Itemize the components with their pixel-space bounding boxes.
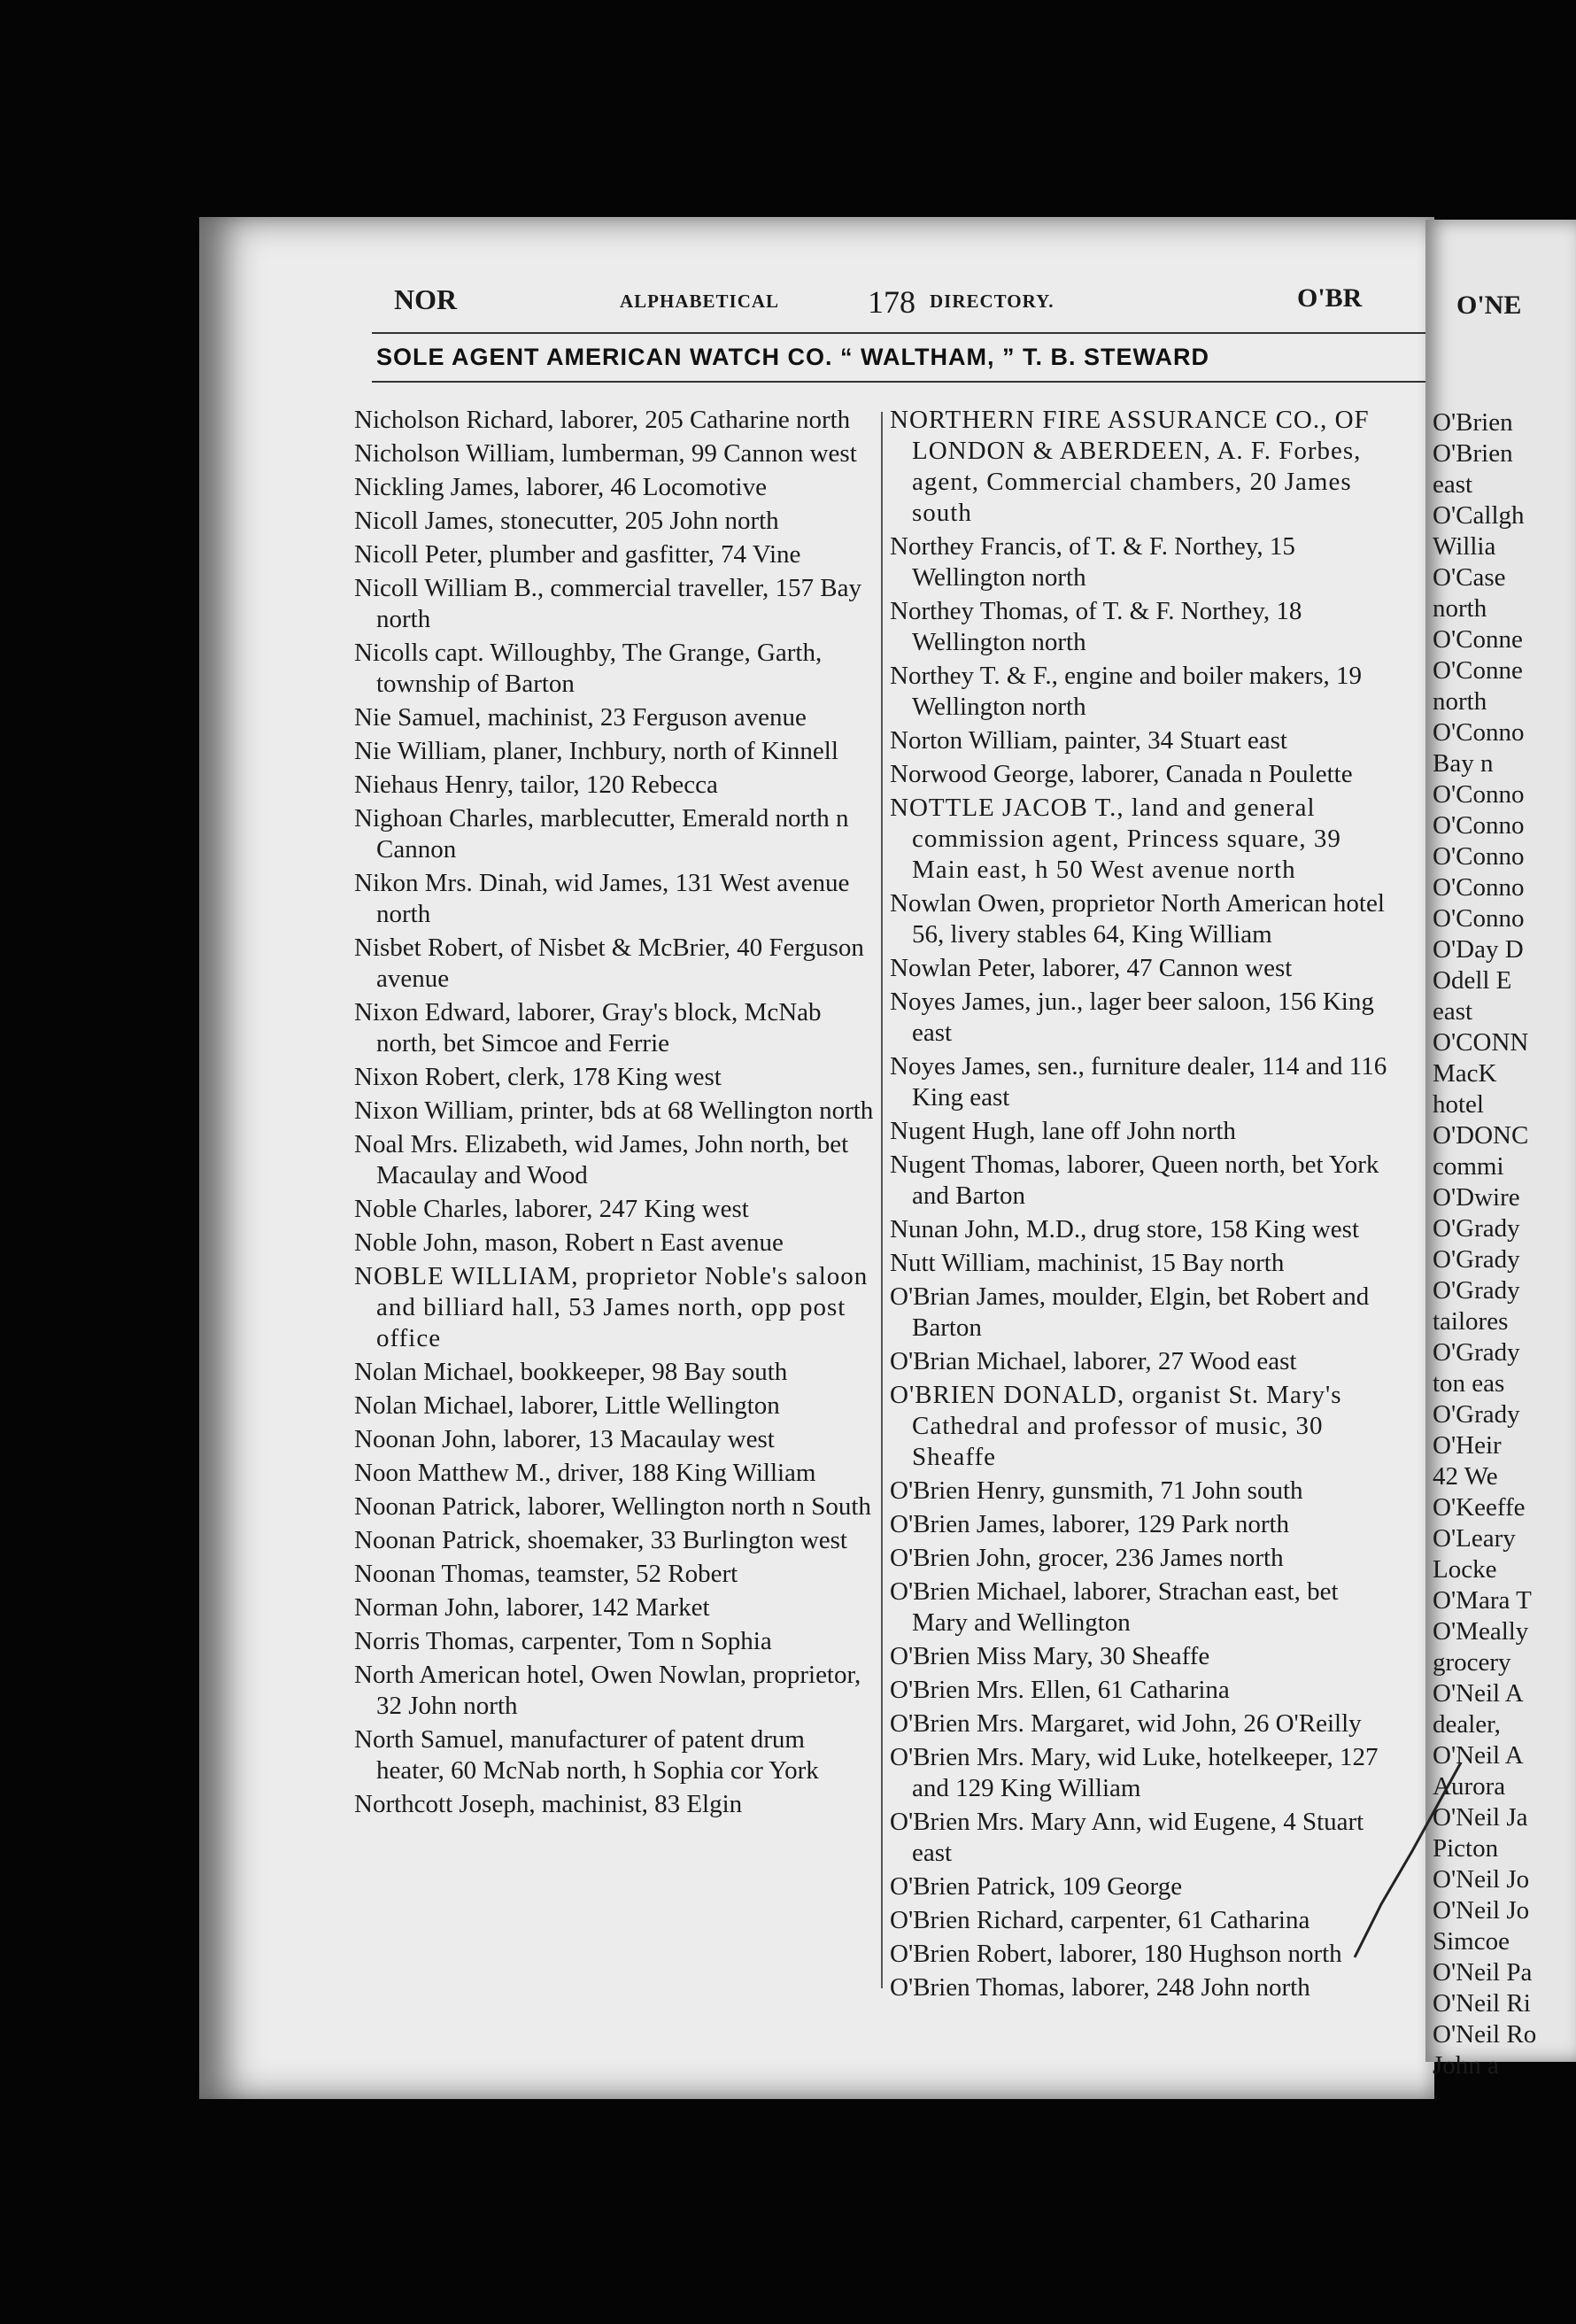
right-column-entry: O'BRIEN DONALD, organist St. Mary's Cathedral and professor of music, 30 Sheaffe	[890, 1381, 1342, 1471]
next-page-line: north	[1433, 594, 1487, 623]
left-column-entry: Noon Matthew M., driver, 188 King William	[354, 1459, 816, 1487]
right-column-entry: O'Brien Henry, gunsmith, 71 John south	[890, 1476, 1303, 1505]
next-page-line: O'Keeffe	[1433, 1493, 1526, 1522]
left-column-entry: Nie William, planer, Inchbury, north of Kinnell	[354, 737, 838, 765]
next-page-line: O'Grady	[1433, 1400, 1520, 1429]
left-column-entry: Noonan John, laborer, 13 Macaulay west	[354, 1425, 775, 1453]
next-page-line: ton eas	[1433, 1369, 1505, 1398]
right-column-entry: O'Brien Patrick, 109 George	[890, 1872, 1183, 1901]
left-column-entry: Nicolls capt. Willoughby, The Grange, Garth, township of Barton	[354, 639, 823, 698]
directory-page	[199, 217, 1434, 2099]
left-column-entry: Noonan Thomas, teamster, 52 Robert	[354, 1560, 738, 1588]
right-column-entry: O'Brien Michael, laborer, Strachan east, bet Mary and Wellington	[890, 1577, 1339, 1637]
right-column-entry: Nowlan Owen, proprietor North American hotel 56, livery stables 64, King William	[890, 889, 1385, 949]
next-page-line: Picton	[1433, 1834, 1499, 1863]
left-column-entry: Nicoll Peter, plumber and gasfitter, 74 Vine	[354, 540, 801, 569]
header-right-guide: O'BR	[1297, 283, 1363, 313]
left-column-entry: Norris Thomas, carpenter, Tom n Sophia	[354, 1627, 772, 1655]
left-column-entry: NOBLE WILLIAM, proprietor Noble's saloon and billiard hall, 53 James north, opp post office	[354, 1262, 869, 1352]
right-column-entry: Nutt William, machinist, 15 Bay north	[890, 1249, 1285, 1277]
right-column-entry: O'Brien Robert, laborer, 180 Hughson north	[890, 1940, 1342, 1968]
right-column-entry: O'Brien Richard, carpenter, 61 Catharina	[890, 1906, 1310, 1934]
next-page-line: hotel	[1433, 1090, 1484, 1119]
column-divider	[881, 412, 883, 1988]
next-page-line: MacK	[1433, 1059, 1497, 1088]
header-left-guide: NOR	[394, 283, 458, 315]
page-number: 178	[868, 284, 915, 320]
left-column-entry: Nikon Mrs. Dinah, wid James, 131 West avenue north	[354, 869, 850, 928]
right-column-entry: O'Brien Mrs. Mary, wid Luke, hotelkeeper, 127 and 129 King William	[890, 1743, 1379, 1802]
left-column-entry: Nighoan Charles, marblecutter, Emerald north n Cannon	[354, 804, 849, 864]
left-column-entry: Nolan Michael, bookkeeper, 98 Bay south	[354, 1358, 788, 1386]
left-column-entry: Nicoll James, stonecutter, 205 John north	[354, 507, 779, 535]
left-column-entry: Nolan Michael, laborer, Little Wellington	[354, 1391, 780, 1420]
next-page-line: O'Case	[1433, 563, 1506, 592]
header-directory: DIRECTORY.	[930, 290, 1055, 312]
left-column-entry: Nixon William, printer, bds at 68 Wellington north	[354, 1096, 874, 1125]
next-page-line: O'Leary	[1433, 1524, 1516, 1553]
next-page-line: O'Grady	[1433, 1214, 1520, 1243]
right-column-entry: Norwood George, laborer, Canada n Poulette	[890, 760, 1353, 788]
next-page-line: Bay n	[1433, 749, 1494, 778]
next-page-line: O'Meally	[1433, 1617, 1529, 1646]
next-page-line: Simcoe	[1433, 1927, 1510, 1956]
right-column-entry: O'Brien Mrs. Margaret, wid John, 26 O'Reilly	[890, 1709, 1362, 1738]
next-page-line: John a	[1433, 2051, 1499, 2080]
right-column-entry: O'Brien Thomas, laborer, 248 John north	[890, 1973, 1310, 2002]
left-column	[354, 405, 877, 1823]
left-column-entry: Nickling James, laborer, 46 Locomotive	[354, 473, 767, 501]
right-column-entry: O'Brien James, laborer, 129 Park north	[890, 1510, 1290, 1538]
next-page-line: east	[1433, 997, 1473, 1026]
header-rule	[372, 332, 1430, 334]
right-column	[890, 405, 1399, 2006]
right-column-entry: O'Brien Miss Mary, 30 Sheaffe	[890, 1642, 1210, 1670]
right-column-entry: Norton William, painter, 34 Stuart east	[890, 726, 1287, 755]
left-column-entry: Nixon Edward, laborer, Gray's block, McNab north, bet Simcoe and Ferrie	[354, 998, 822, 1057]
left-column-entry: Noonan Patrick, laborer, Wellington north n South	[354, 1492, 871, 1521]
next-page-line: tailores	[1433, 1307, 1509, 1336]
left-column-entry: Nicholson Richard, laborer, 205 Catharine north	[354, 406, 851, 434]
next-page-line: O'Neil A	[1433, 1741, 1524, 1770]
next-page-line: O'Grady	[1433, 1245, 1520, 1274]
next-page-line: O'Conno	[1433, 873, 1525, 902]
next-page-line: O'Conno	[1433, 811, 1525, 840]
next-page-line: O'DONC	[1433, 1121, 1529, 1150]
film-scratch	[1328, 1754, 1461, 1966]
right-column-entry: Northey Francis, of T. & F. Northey, 15 Wellington north	[890, 532, 1295, 592]
left-column-entry: Nie Samuel, machinist, 23 Ferguson avenue	[354, 703, 807, 732]
next-page-line: O'Neil Ri	[1433, 1989, 1531, 2018]
banner-rule	[372, 381, 1430, 383]
next-page-line: O'Heir	[1433, 1431, 1502, 1460]
left-column-entry: Noble John, mason, Robert n East avenue	[354, 1228, 784, 1257]
next-page-header: O'NE	[1456, 290, 1522, 320]
right-column-entry: Noyes James, sen., furniture dealer, 114 and 116 King east	[890, 1052, 1387, 1112]
next-page-line: O'CONN	[1433, 1028, 1529, 1057]
right-column-entry: NOTTLE JACOB T., land and general commission agent, Princess square, 39 Main east, h 50 West avenue north	[890, 794, 1341, 884]
right-column-entry: Nugent Hugh, lane off John north	[890, 1117, 1236, 1145]
next-page-line: Odell E	[1433, 966, 1512, 995]
next-page-line: Locke	[1433, 1555, 1497, 1584]
next-page-line: O'Neil Jo	[1433, 1896, 1530, 1925]
advertisement-banner: SOLE AGENT AMERICAN WATCH CO. “ WALTHAM, ” T. B. STEWARD	[376, 344, 1209, 370]
next-page-line: O'Conne	[1433, 656, 1523, 685]
next-page-line: commi	[1433, 1152, 1504, 1181]
left-column-entry: Norman John, laborer, 142 Market	[354, 1593, 710, 1622]
next-page-line: O'Conno	[1433, 842, 1525, 871]
left-column-entry: Nicholson William, lumberman, 99 Cannon west	[354, 439, 857, 468]
next-page-line: O'Grady	[1433, 1276, 1520, 1305]
right-column-entry: Nugent Thomas, laborer, Queen north, bet York and Barton	[890, 1150, 1379, 1210]
next-page-line: O'Conno	[1433, 904, 1525, 933]
next-page-line: O'Conne	[1433, 625, 1523, 654]
left-column-entry: Noble Charles, laborer, 247 King west	[354, 1195, 749, 1223]
right-column-entry: Nowlan Peter, laborer, 47 Cannon west	[890, 954, 1293, 982]
right-column-entry: O'Brian James, moulder, Elgin, bet Robert and Barton	[890, 1282, 1370, 1342]
page-header	[385, 283, 1403, 319]
right-column-entry: O'Brian Michael, laborer, 27 Wood east	[890, 1347, 1297, 1375]
next-page-line: O'Neil A	[1433, 1679, 1524, 1708]
next-page-line: O'Mara T	[1433, 1586, 1532, 1615]
next-page-line: Willia	[1433, 532, 1496, 561]
next-page-line: O'Grady	[1433, 1338, 1520, 1367]
left-column-entry: North American hotel, Owen Nowlan, proprietor, 32 John north	[354, 1661, 861, 1720]
left-column-entry: Nixon Robert, clerk, 178 King west	[354, 1063, 722, 1091]
next-page-line: Aurora	[1433, 1772, 1506, 1801]
left-column-entry: North Samuel, manufacturer of patent drum heater, 60 McNab north, h Sophia cor York	[354, 1725, 819, 1785]
next-page-line: north	[1433, 687, 1487, 716]
right-column-entry: NORTHERN FIRE ASSURANCE CO., OF LONDON & ABERDEEN, A. F. Forbes, agent, Commercial chambers, 20 James south	[890, 406, 1370, 527]
next-page-line: O'Brien	[1433, 408, 1513, 437]
left-column-entry: Noal Mrs. Elizabeth, wid James, John north, bet Macaulay and Wood	[354, 1130, 849, 1189]
next-page-line: O'Neil Ja	[1433, 1803, 1528, 1832]
next-page-line: O'Callgh	[1433, 501, 1525, 530]
next-page-line: east	[1433, 470, 1473, 499]
right-column-entry: Northey T. & F., engine and boiler makers, 19 Wellington north	[890, 662, 1362, 721]
right-column-entry: Northey Thomas, of T. & F. Northey, 18 Wellington north	[890, 597, 1302, 656]
right-column-entry: Nunan John, M.D., drug store, 158 King west	[890, 1215, 1360, 1243]
next-page-line: O'Brien	[1433, 439, 1513, 468]
left-column-entry: Northcott Joseph, machinist, 83 Elgin	[354, 1790, 743, 1818]
right-column-entry: O'Brien Mrs. Ellen, 61 Catharina	[890, 1676, 1230, 1704]
right-column-entry: O'Brien John, grocer, 236 James north	[890, 1544, 1284, 1572]
next-page-line: O'Neil Pa	[1433, 1958, 1533, 1987]
next-page-line: O'Neil Jo	[1433, 1865, 1530, 1894]
next-page-line: O'Day D	[1433, 935, 1524, 964]
left-column-entry: Nisbet Robert, of Nisbet & McBrier, 40 Ferguson avenue	[354, 933, 864, 993]
next-page-line: O'Conno	[1433, 780, 1525, 809]
right-column-entry: O'Brien Mrs. Mary Ann, wid Eugene, 4 Stuart east	[890, 1808, 1364, 1867]
left-column-entry: Noonan Patrick, shoemaker, 33 Burlington west	[354, 1526, 847, 1554]
next-page-line: grocery	[1433, 1648, 1511, 1677]
left-column-entry: Niehaus Henry, tailor, 120 Rebecca	[354, 771, 718, 799]
next-page-line: O'Neil Ro	[1433, 2020, 1537, 2049]
next-page-line: O'Conno	[1433, 718, 1525, 747]
right-column-entry: Noyes James, jun., lager beer saloon, 156 King east	[890, 988, 1374, 1047]
header-alphabetical: ALPHABETICAL	[620, 290, 780, 312]
left-column-entry: Nicoll William B., commercial traveller, 157 Bay north	[354, 574, 861, 633]
next-page-line: dealer,	[1433, 1710, 1501, 1739]
next-page-line: 42 We	[1433, 1462, 1498, 1491]
next-page-line: O'Dwire	[1433, 1183, 1520, 1212]
